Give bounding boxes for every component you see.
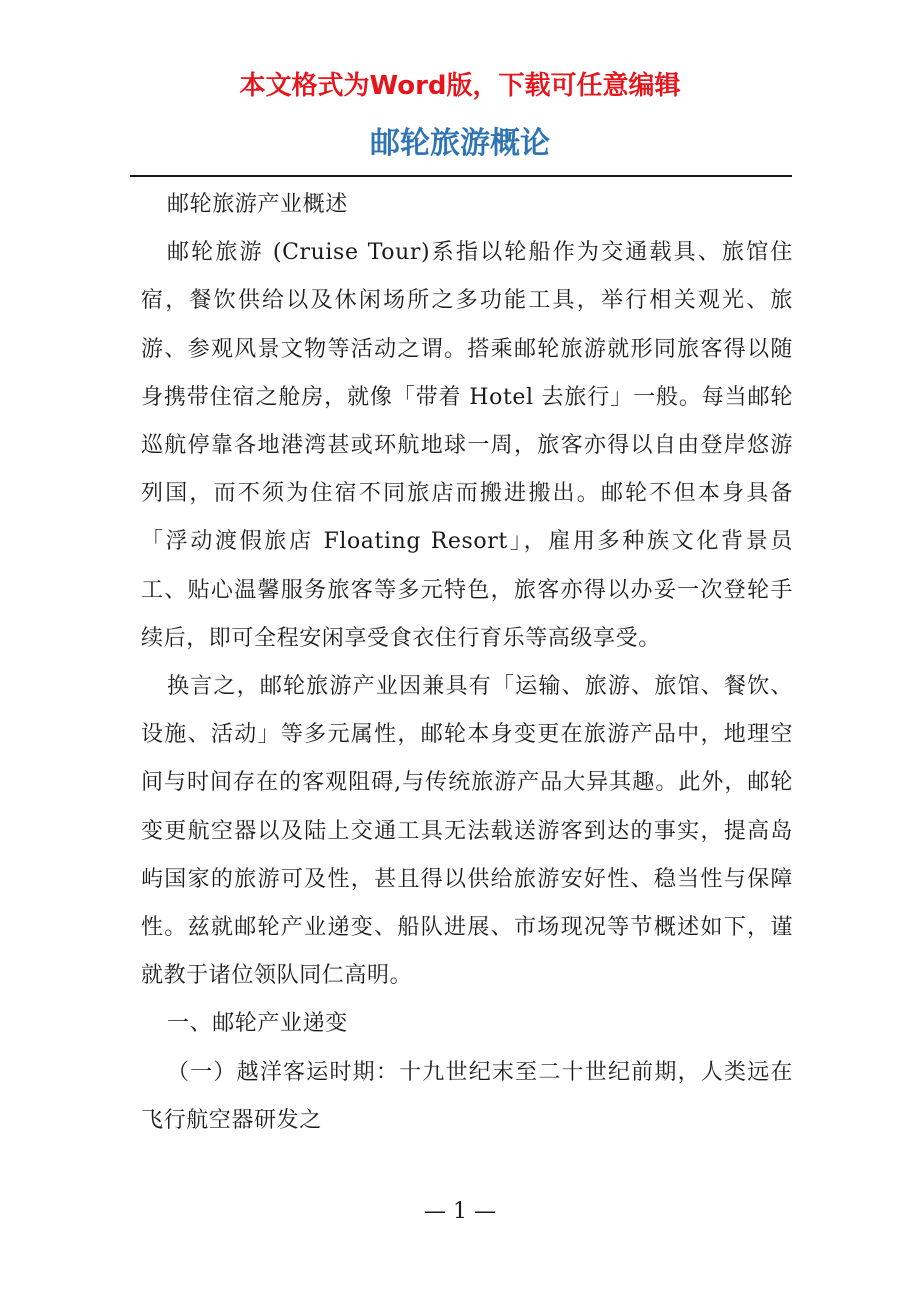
paragraph: （一）越洋客运时期：十九世纪末至二十世纪前期，人类远在飞行航空器研发之 xyxy=(141,1059,793,1133)
paragraph: 换言之，邮轮旅游产业因兼具有「运输、旅游、旅馆、餐饮、设施、活动」等多元属性，邮轮本身变更在旅游产品中，地理空间与时间存在的客观阻碍,与传统旅游产品大异其趣。此外，邮轮变更航空器以及陆上交通工具无法载送游客到达的事实，提高岛屿国家的旅游可及性，甚且得以供给旅游安好性、稳当性与保障性。兹就邮轮产业递变、船队进展、市场现况等节概述如下，谨就教于诸位领队同仁高明。 xyxy=(141,674,793,989)
page-number: — 1 — xyxy=(424,1199,496,1224)
title-divider xyxy=(130,175,792,177)
paragraph: 邮轮旅游 (Cruise Tour)系指以轮船作为交通载具、旅馆住宿，餐饮供给以及休闲场所之多功能工具，举行相关观光、旅游、参观风景文物等活动之谓。搭乘邮轮旅游就形同旅客得以随身携带住宿之舱房，就像「带着 Hotel 去旅行」一般。每当邮轮巡航停靠各地港湾甚或环航地球一周，旅客亦得以自由登岸悠游列国，而不须为住宿不同旅店而搬进搬出。邮轮不但本身具备「浮动渡假旅店 Floating Resort」，雇用多种族文化背景员工、贴心温馨服务旅客等多元特色，旅客亦得以办妥一次登轮手续后，即可全程安闲享受食衣住行育乐等高级享受。 xyxy=(141,240,793,651)
section-heading: 邮轮旅游产业概述 xyxy=(167,192,348,217)
download-banner: 本文格式为Word版，下载可任意编辑 xyxy=(239,71,681,101)
section-heading: 一、邮轮产业递变 xyxy=(167,1011,348,1037)
document-title: 邮轮旅游概论 xyxy=(370,126,550,161)
document-body xyxy=(141,181,793,1145)
